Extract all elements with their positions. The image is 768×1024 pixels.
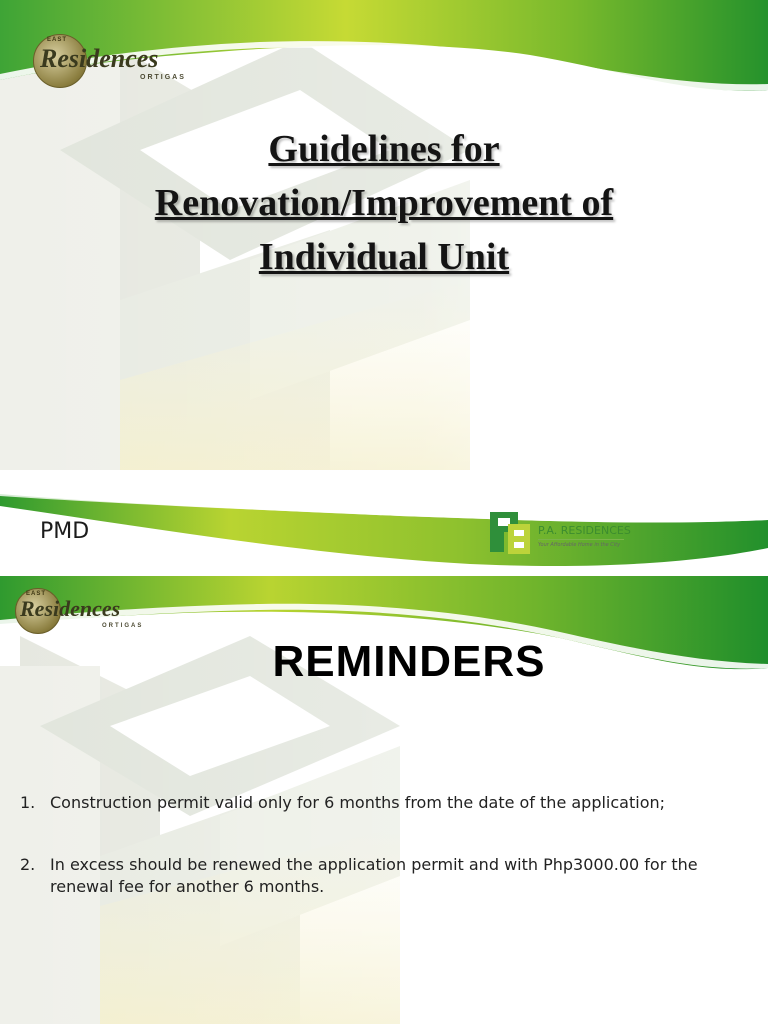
logo-subtext: ORTIGAS	[140, 74, 186, 81]
title-line-1: Guidelines for	[268, 128, 500, 170]
logo-script-text: Residences	[40, 44, 159, 73]
pa-logo-tagline: Your Affordable Home in the City	[538, 542, 621, 548]
east-residences-logo	[12, 586, 142, 636]
pa-logo-name: P.A. RESIDENCES	[538, 524, 631, 537]
list-item-text: In excess should be renewed the application permit and with Php3000.00 for the renewal fee for another 6 months.	[50, 855, 698, 896]
east-residences-logo	[30, 32, 190, 87]
list-item-number: 1.	[20, 793, 36, 812]
slide-heading: REMINDERS	[272, 637, 546, 686]
title-line-2: Renovation/Improvement of	[154, 182, 614, 224]
list-item	[20, 792, 720, 814]
pa-residences-logo	[488, 506, 638, 558]
pa-logo-rule	[538, 539, 624, 540]
list-item-text: Construction permit valid only for 6 months from the date of the application;	[50, 793, 666, 812]
logo-seal-text: EAST	[26, 591, 47, 597]
page-title	[40, 122, 728, 284]
list-item-number: 2.	[20, 855, 36, 874]
logo-subtext: ORTIGAS	[102, 623, 144, 629]
footer-label: PMD	[40, 519, 90, 544]
slide-2	[0, 576, 768, 1024]
title-line-3: Individual Unit	[258, 236, 510, 278]
list-item	[20, 854, 720, 898]
bottom-wave	[0, 476, 768, 576]
logo-seal-text: EAST	[47, 37, 68, 43]
reminders-list	[20, 792, 720, 898]
logo-script-text: Residences	[20, 596, 121, 621]
pa-logo-icon	[488, 506, 534, 558]
